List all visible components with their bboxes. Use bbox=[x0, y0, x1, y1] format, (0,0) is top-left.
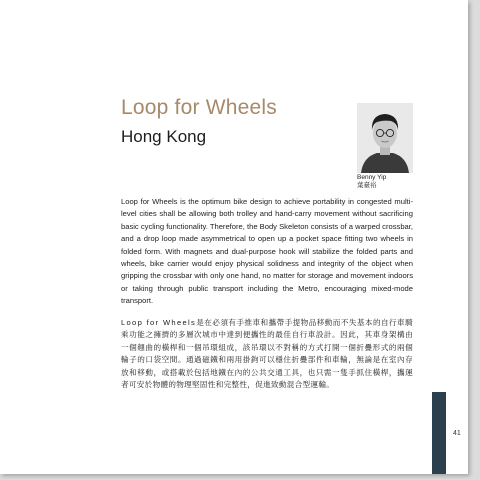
article-location: Hong Kong bbox=[121, 127, 207, 146]
page-number: 41 bbox=[453, 430, 461, 437]
designer-caption bbox=[357, 174, 386, 190]
designer-name-zh: 葉臺裕 bbox=[357, 182, 377, 189]
designer-name-en: Benny Yip bbox=[357, 174, 387, 181]
designer-portrait bbox=[357, 103, 413, 173]
article-title: Loop for Wheels bbox=[121, 96, 277, 119]
body-chinese-lead: Loop for Wheels bbox=[121, 318, 197, 327]
body-chinese-text: 是在必須有手推車和攜帶手提物品移動而不失基本的自行車騎乘功能之擁擠的多層次城市中達到便攜性的最佳自行車設計。因此，其車身架構由一個翹曲的橫桿和一個吊環組成，該吊環以不對稱的方式打開一個折疊形式的兩個輪子的口袋空間。通過磁鐵和兩用掛鉤可以穩住折疊部件和車輪，無論是在室內存放和移動，或搭載於包括地鐵在內的公共交通工具，也只需一隻手抓住橫桿，攜運者可安於物體的物理堅固性和完整性，促進致動混合型運輸。 bbox=[121, 318, 413, 390]
page-accent-bar bbox=[432, 392, 446, 474]
body-text-chinese bbox=[121, 317, 413, 391]
body-text-english: Loop for Wheels is the optimum bike design to achieve portability in congested multi-level cities shall be allowing both trolley and hand-carry movement without sacrificing basic cycling functionality. Therefore, the Body Skeleton consists of a warped crossbar, and a drop loop made asymmetrical to open up a pocket space fitting two wheels in folded form. With magnets and dual-purpose hook will stabilize the folded parts and wheels, bike carrier would enjoy physical solidness and integrity of the object when gripping the crossbar with only one hand, no matter for storage and movement indoors or taking through public transport including the Metro, encouraging mixed-mode transport. bbox=[121, 197, 413, 306]
